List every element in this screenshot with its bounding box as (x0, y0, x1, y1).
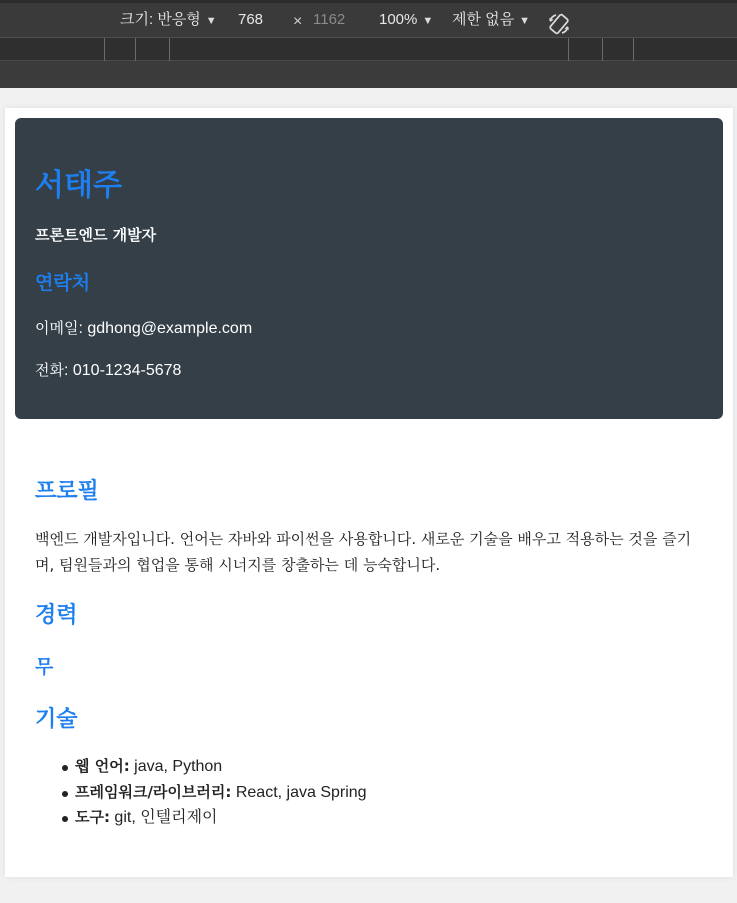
resume-header (15, 118, 723, 419)
skill-key: 도구: (75, 808, 110, 826)
person-role: 프론트엔드 개발자 (35, 226, 157, 244)
media-query-bar[interactable] (0, 38, 737, 61)
device-ruler (0, 61, 737, 88)
skill-value: git, 인텔리제이 (109, 809, 218, 826)
devtools-toolbar (0, 0, 737, 38)
email-value: : gdhong@example.com (78, 320, 253, 337)
times-icon: × (293, 13, 303, 30)
skill-value: java, Python (129, 758, 223, 775)
zoom-dropdown[interactable] (379, 9, 433, 32)
profile-text: 백엔드 개발자입니다. 언어는 자바와 파이썬을 사용합니다. 새로운 기술을 배우고 적용하는 것을 즐기며, 팀원들과의 협업을 통해 시너지를 창출하는 데 능숙합니다. (35, 530, 692, 574)
skills-list (75, 754, 367, 831)
skill-key: 프레임워크/라이브러리: (75, 782, 232, 801)
list-item (75, 805, 367, 831)
phone-value: : 010-1234-5678 (63, 362, 182, 379)
chevron-down-icon: ▼ (422, 15, 434, 27)
throttle-label: 제한 없음 (452, 11, 515, 28)
height-input[interactable]: 1162 (313, 11, 346, 28)
skill-value: React, java Spring (231, 783, 367, 801)
email-line (35, 317, 252, 338)
rotate-icon[interactable] (547, 12, 571, 36)
phone-label: 전화 (35, 361, 64, 379)
size-dropdown[interactable] (120, 9, 217, 32)
skills-heading: 기술 (35, 707, 78, 732)
career-heading: 경력 (35, 603, 78, 628)
list-item (75, 780, 367, 806)
chevron-down-icon: ▼ (205, 15, 217, 27)
phone-line (35, 359, 181, 380)
zoom-label: 100% (379, 11, 418, 28)
chevron-down-icon: ▼ (519, 15, 531, 27)
email-label: 이메일 (35, 319, 79, 337)
profile-heading: 프로필 (35, 479, 99, 504)
size-label: 크기: 반응형 (120, 11, 201, 28)
throttle-dropdown[interactable] (452, 9, 530, 32)
career-value: 무 (35, 656, 54, 678)
width-input[interactable]: 768 (238, 11, 264, 28)
contact-heading: 연락처 (35, 272, 91, 294)
skill-key: 웹 언어: (75, 757, 130, 775)
list-item (75, 754, 367, 780)
person-name: 서태주 (35, 168, 122, 203)
page-viewport (5, 108, 733, 877)
